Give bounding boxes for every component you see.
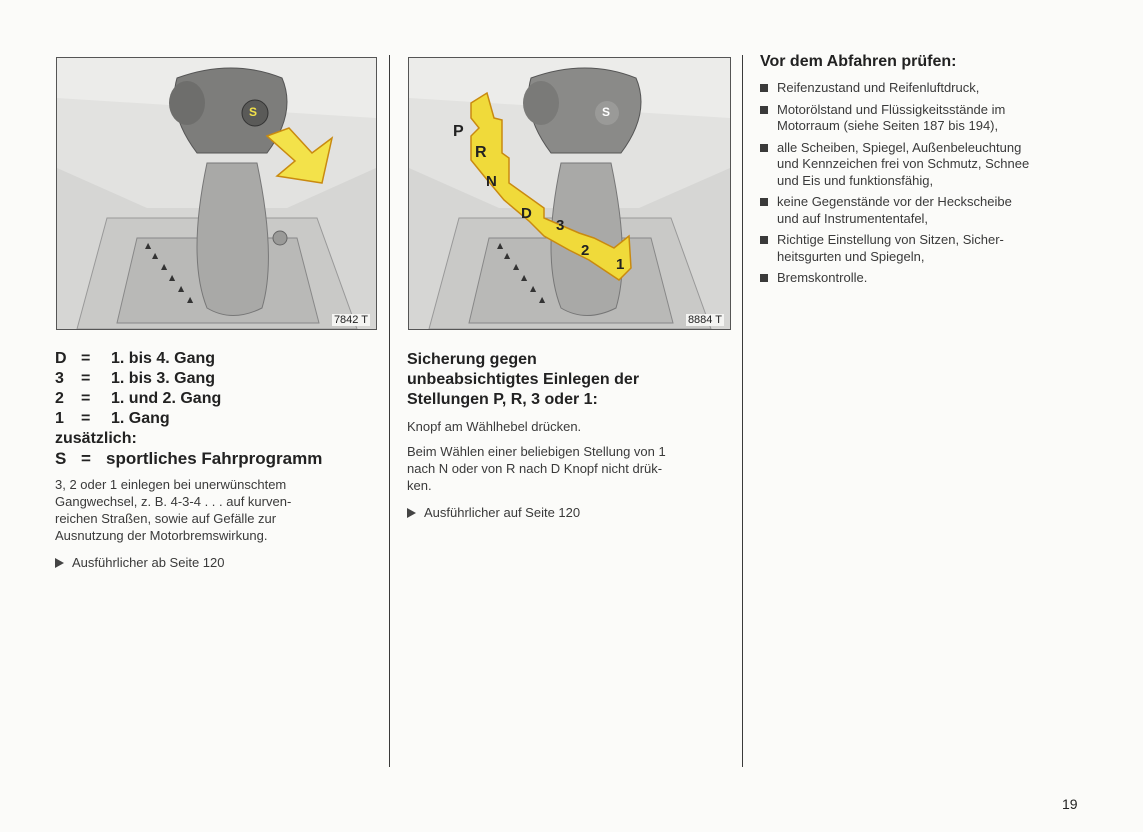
svg-text:▲: ▲ bbox=[539, 295, 546, 304]
column-divider-left bbox=[389, 55, 390, 767]
gear-row-s: S = sportliches Fahrprogramm bbox=[55, 449, 323, 468]
list-item: keine Gegenstände vor der Heckscheibe und auf Instrumententafel, bbox=[760, 194, 1065, 227]
gate-label-d: D bbox=[521, 205, 532, 222]
gate-label-3: 3 bbox=[556, 217, 565, 234]
svg-text:▲: ▲ bbox=[521, 273, 528, 282]
gear-selector-illustration bbox=[57, 58, 376, 329]
gear-row-3: 3 = 1. bis 3. Gang bbox=[55, 370, 216, 387]
middle-para2: Beim Wählen einer beliebigen Stellung von 1 nach N oder von R nach D Knopf nicht drük- ken. bbox=[407, 444, 666, 493]
gate-label-n: N bbox=[486, 173, 497, 190]
svg-text:▲: ▲ bbox=[152, 251, 159, 260]
middle-reference-link[interactable]: Ausführlicher auf Seite 120 bbox=[407, 505, 580, 520]
gear-selector-figure-middle bbox=[408, 57, 731, 330]
right-heading: Vor dem Abfahren prüfen: bbox=[760, 53, 957, 70]
gear-row-2: 2 = 1. und 2. Gang bbox=[55, 390, 222, 407]
bullet-square-icon bbox=[760, 236, 768, 244]
svg-text:▲: ▲ bbox=[504, 251, 511, 260]
left-reference-link[interactable]: Ausführlicher ab Seite 120 bbox=[55, 555, 224, 570]
column-divider-right bbox=[742, 55, 743, 767]
page-number: 19 bbox=[1062, 796, 1078, 812]
gear-row-d: D = 1. bis 4. Gang bbox=[55, 350, 216, 367]
arrow-right-icon bbox=[55, 558, 64, 568]
arrow-right-icon bbox=[407, 508, 416, 518]
gear-gate-illustration bbox=[409, 58, 730, 329]
figure-code-left: 7842 T bbox=[333, 314, 368, 326]
gate-label-2: 2 bbox=[581, 242, 590, 259]
s-button-label: S bbox=[249, 105, 258, 119]
gate-label-p: P bbox=[453, 123, 464, 140]
svg-text:▲: ▲ bbox=[161, 262, 168, 271]
svg-text:▲: ▲ bbox=[187, 295, 194, 304]
gear-row-1: 1 = 1. Gang bbox=[55, 410, 170, 427]
bullet-square-icon bbox=[760, 198, 768, 206]
svg-text:▲: ▲ bbox=[497, 241, 504, 250]
left-paragraph: 3, 2 oder 1 einlegen bei unerwünschtem Gangwechsel, z. B. 4-3-4 . . . auf kurven- reichen Straßen, sowie auf Gefälle zur Ausnutzung der Motorbremswirkung. bbox=[55, 477, 292, 543]
svg-text:▲: ▲ bbox=[513, 262, 520, 271]
list-item: Bremskontrolle. bbox=[760, 270, 1065, 287]
gate-label-s: S bbox=[602, 105, 611, 119]
list-item: Motorölstand und Flüssigkeitsstände im Motorraum (siehe Seiten 187 bis 194), bbox=[760, 102, 1065, 135]
gate-label-1: 1 bbox=[616, 256, 625, 273]
svg-text:▲: ▲ bbox=[530, 284, 537, 293]
middle-para1: Knopf am Wählhebel drücken. bbox=[407, 419, 582, 434]
middle-heading: Sicherung gegen unbeabsichtigtes Einlegen der Stellungen P, R, 3 oder 1: bbox=[407, 351, 640, 408]
gear-legend bbox=[55, 349, 322, 469]
bullet-square-icon bbox=[760, 144, 768, 152]
svg-text:▲: ▲ bbox=[145, 241, 152, 250]
bullet-square-icon bbox=[760, 84, 768, 92]
list-item: Reifenzustand und Reifenluftdruck, bbox=[760, 80, 1065, 97]
gear-selector-figure-left bbox=[56, 57, 377, 330]
list-item: Richtige Einstellung von Sitzen, Sicher- heitsgurten und Spiegeln, bbox=[760, 232, 1065, 265]
svg-text:▲: ▲ bbox=[178, 284, 185, 293]
checklist bbox=[760, 80, 1065, 292]
bullet-square-icon bbox=[760, 274, 768, 282]
list-item: alle Scheiben, Spiegel, Außenbeleuchtung und Kennzeichen frei von Schmutz, Schnee und Eis und funktionsfähig, bbox=[760, 140, 1065, 190]
additional-label: zusätzlich: bbox=[55, 430, 137, 447]
bullet-square-icon bbox=[760, 106, 768, 114]
svg-text:▲: ▲ bbox=[169, 273, 176, 282]
gate-label-r: R bbox=[475, 144, 487, 161]
figure-code-middle: 8884 T bbox=[687, 314, 722, 326]
